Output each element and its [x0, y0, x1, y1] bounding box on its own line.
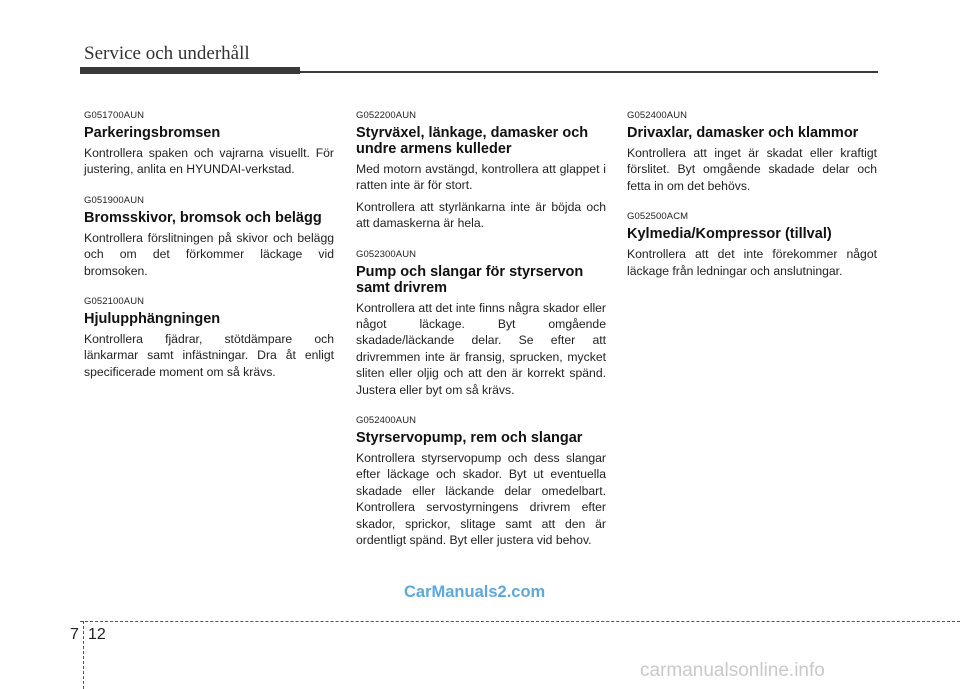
- section-code: G051700AUN: [84, 110, 145, 121]
- section-paragraph: Kontrollera fjädrar, stötdämpare och länkarmar samt infästningar. Dra åt enligt specificerade moment om så krävs.: [84, 332, 334, 379]
- section-heading: Drivaxlar, damasker och klammor: [627, 125, 859, 141]
- footer-vertical-rule: [83, 621, 84, 689]
- section-suspension: [84, 296, 334, 380]
- section-brake-discs: [84, 195, 334, 279]
- header-accent-bar: [80, 67, 300, 74]
- section-paragraph: Kontrollera spaken och vajrarna visuellt. För justering, anlita en HYUNDAI-verkstad.: [84, 146, 334, 177]
- page-number: 12: [88, 626, 106, 643]
- section-heading: Hjulupphängningen: [84, 311, 221, 328]
- column-1: [84, 110, 334, 397]
- section-heading: Styrväxel, länkage, damasker och undre armens kulleder: [356, 125, 589, 157]
- section-servo-pump-belt: [356, 415, 606, 548]
- section-code: G052500ACM: [627, 211, 689, 223]
- page-header-title: Service och underhåll: [84, 43, 250, 64]
- section-heading: Bromsskivor, bromsok och belägg: [84, 209, 322, 226]
- section-paragraph: Kontrollera att det inte förekommer något läckage från ledningar och anslutningar.: [627, 247, 877, 278]
- section-parking-brake: [84, 110, 334, 178]
- column-3: [627, 110, 877, 296]
- section-code: G052400AUN: [356, 415, 417, 427]
- section-code: G052300AUN: [356, 248, 417, 260]
- section-refrigerant-compressor: [627, 211, 877, 279]
- section-heading: Pump och slangar för styrservon samt drivrem: [356, 263, 584, 296]
- section-heading: Kylmedia/Kompressor (tillval): [627, 226, 832, 243]
- section-power-steering-pump: [356, 249, 606, 398]
- section-steering-gear: [356, 110, 606, 232]
- section-paragraph: Kontrollera styrservopump och dess slangar efter läckage och skador. Byt ut eventuella skadade eller läckande delar omedelbart. Kontrollera servostyrningens drivrem efter skador, sprickor, slitage samt att den är ordentligt spänd. Byt eller justera vid behov.: [356, 451, 606, 548]
- section-heading: Styrservopump, rem och slangar: [356, 430, 583, 447]
- section-code: G052100AUN: [84, 296, 145, 308]
- source-watermark: carmanualsonline.info: [640, 660, 825, 681]
- section-paragraph: Kontrollera förslitningen på skivor och belägg och om det förkommer läckage vid bromsoken.: [84, 230, 334, 278]
- footer-rule: [80, 621, 960, 622]
- watermark-link[interactable]: CarManuals2.com: [404, 583, 546, 601]
- section-code: G052200AUN: [356, 110, 417, 121]
- section-code: G051900AUN: [84, 194, 145, 206]
- section-drive-shafts: [627, 110, 877, 194]
- page-chapter-number: 7: [70, 626, 79, 643]
- section-paragraph: Kontrollera att inget är skadat eller kraftigt förslitet. Byt omgående skadade delar och fetta in om det behövs.: [627, 146, 877, 193]
- section-code: G052400AUN: [627, 110, 688, 121]
- section-paragraph: Med motorn avstängd, kontrollera att glappet i ratten inte är för stort.: [356, 162, 606, 193]
- header-rule: [300, 71, 878, 73]
- section-paragraph: Kontrollera att styrlänkarna inte är böjda och att damaskerna är hela.: [356, 199, 606, 231]
- section-paragraph: Kontrollera att det inte finns några skador eller något läckage. Byt omgående skadade/läckande delar. Se efter att drivremmen inte är fransig, sprucken, mycket sliten eller oljig och att den är korrekt spänd. Justera eller byt om så krävs.: [356, 300, 606, 397]
- column-2: [356, 110, 606, 566]
- section-heading: Parkeringsbromsen: [84, 125, 221, 141]
